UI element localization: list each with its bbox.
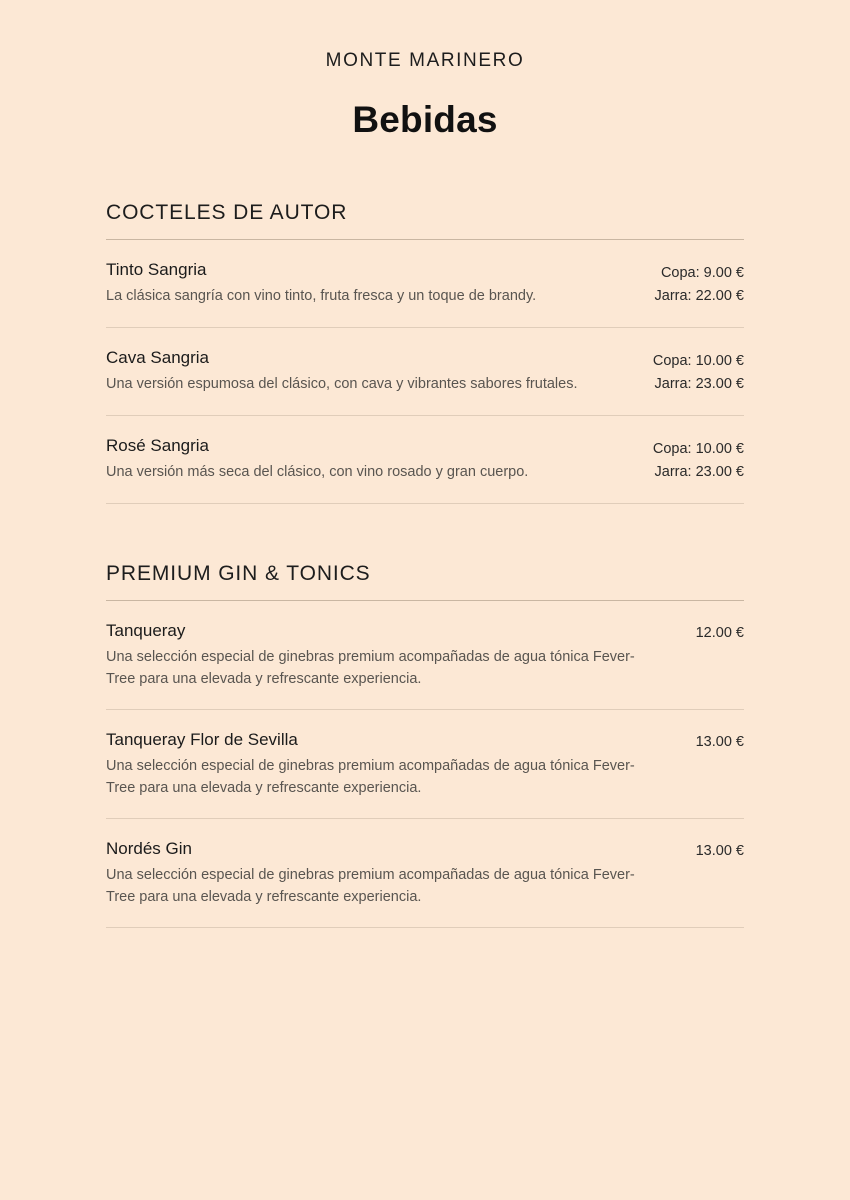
menu-item-name: Nordés Gin <box>106 838 192 858</box>
menu-item-price: Copa: 10.00 € <box>652 352 744 369</box>
section-title: COCTELES DE AUTOR <box>106 201 348 224</box>
menu-item <box>106 240 744 327</box>
menu-item <box>106 416 744 503</box>
menu-section <box>106 201 744 504</box>
menu-item-description: Una selección especial de ginebras premium acompañadas de agua tónica Fever-Tree para una elevada y refrescante experiencia. <box>106 867 635 905</box>
menu-item-name: Cava Sangria <box>106 347 210 367</box>
menu-item-price: Jarra: 22.00 € <box>654 288 744 305</box>
restaurant-name: MONTE MARINERO <box>325 50 525 71</box>
menu-item-description: Una selección especial de ginebras premium acompañadas de agua tónica Fever-Tree para una elevada y refrescante experiencia. <box>106 758 635 796</box>
menu-item-description: Una selección especial de ginebras premium acompañadas de agua tónica Fever-Tree para una elevada y refrescante experiencia. <box>106 649 635 688</box>
menu-item-prices <box>696 621 744 642</box>
menu-item-price: Copa: 9.00 € <box>660 265 744 281</box>
menu-item-prices <box>653 436 744 485</box>
menu-item-prices <box>655 260 744 309</box>
menu-item-text <box>106 436 653 484</box>
menu-section <box>106 562 744 928</box>
menu-item-text <box>106 621 658 691</box>
menu-item-description: Una versión espumosa del clásico, con cava y vibrantes sabores frutales. <box>106 376 578 393</box>
menu-item <box>106 819 744 927</box>
menu-item-prices <box>653 348 744 397</box>
menu-item-text <box>106 730 658 800</box>
menu-item-text <box>106 348 653 396</box>
menu-item-description: La clásica sangría con vino tinto, fruta fresca y un toque de brandy. <box>106 288 537 305</box>
menu-item-name: Tanqueray <box>106 620 186 640</box>
menu-item-description: Una versión más seca del clásico, con vino rosado y gran cuerpo. <box>106 464 529 481</box>
menu-item <box>106 710 744 818</box>
page-title: Bebidas <box>352 99 498 140</box>
menu-item-prices <box>696 730 744 751</box>
menu-item-price: Copa: 10.00 € <box>652 440 744 457</box>
menu-item-price: 13.00 € <box>695 842 744 859</box>
section-title: PREMIUM GIN & TONICS <box>106 561 371 585</box>
menu-item-text <box>106 260 655 308</box>
item-divider <box>106 503 744 504</box>
item-divider <box>106 927 744 928</box>
menu-item-name: Rosé Sangria <box>106 435 210 455</box>
menu-item-price: Jarra: 23.00 € <box>654 464 744 481</box>
menu-item-price: 13.00 € <box>695 733 744 750</box>
menu-item-text <box>106 839 658 909</box>
menu-item-price: Jarra: 23.00 € <box>654 376 744 393</box>
menu-item-prices <box>696 839 744 860</box>
menu-item-price: 12.00 € <box>695 624 744 641</box>
menu-item-name: Tinto Sangria <box>106 260 207 279</box>
menu-item-name: Tanqueray Flor de Sevilla <box>106 729 298 749</box>
menu-item <box>106 328 744 415</box>
menu-item <box>106 601 744 709</box>
